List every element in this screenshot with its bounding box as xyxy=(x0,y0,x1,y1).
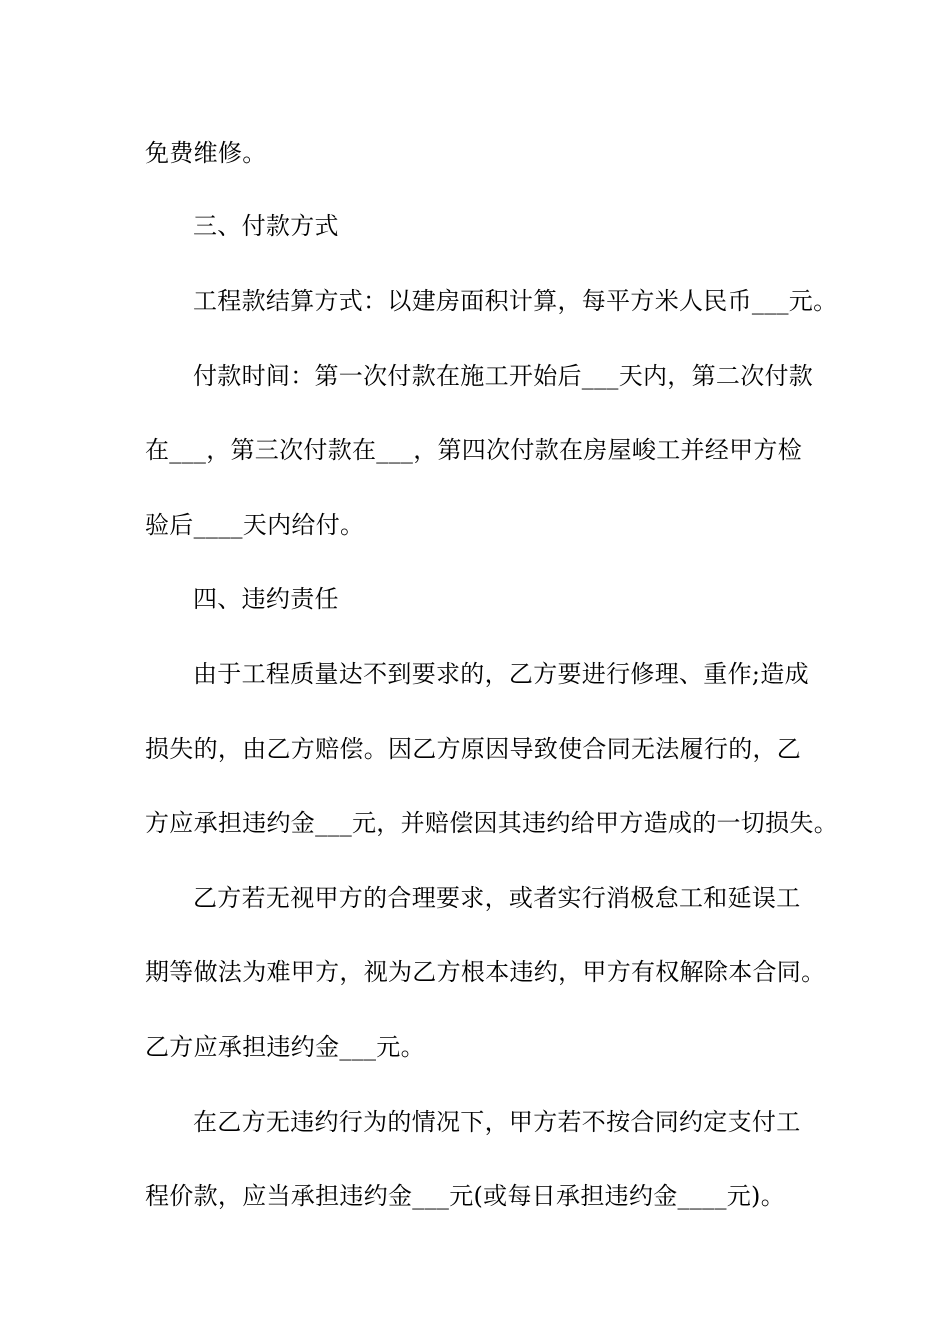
text-line: 免费维修。 xyxy=(145,139,267,167)
text-line: 程价款，应当承担违约金___元(或每日承担违约金____元)。 xyxy=(145,1182,786,1210)
text-line: 由于工程质量达不到要求的，乙方要进行修理、重作;造成 xyxy=(193,660,809,688)
text-line: 乙方若无视甲方的合理要求，或者实行消极怠工和延误工 xyxy=(193,884,801,912)
text-line: 方应承担违约金___元，并赔偿因其违约给甲方造成的一切损失。 xyxy=(145,809,838,837)
text-line: 期等做法为难甲方，视为乙方根本违约，甲方有权解除本合同。 xyxy=(145,958,826,986)
text-line: 在___，第三次付款在___，第四次付款在房屋峻工并经甲方检 xyxy=(145,436,802,464)
text-line: 在乙方无违约行为的情况下，甲方若不按合同约定支付工 xyxy=(193,1108,801,1136)
section-heading-payment: 三、付款方式 xyxy=(193,212,339,240)
text-line: 付款时间：第一次付款在施工开始后___天内，第二次付款 xyxy=(193,362,814,390)
section-heading-liability: 四、违约责任 xyxy=(193,585,339,613)
text-line: 乙方应承担违约金___元。 xyxy=(145,1033,425,1061)
text-line: 工程款结算方式：以建房面积计算，每平方米人民币___元。 xyxy=(193,287,838,315)
text-line: 损失的，由乙方赔偿。因乙方原因导致使合同无法履行的，乙 xyxy=(145,735,802,763)
text-line: 验后____天内给付。 xyxy=(145,511,365,539)
